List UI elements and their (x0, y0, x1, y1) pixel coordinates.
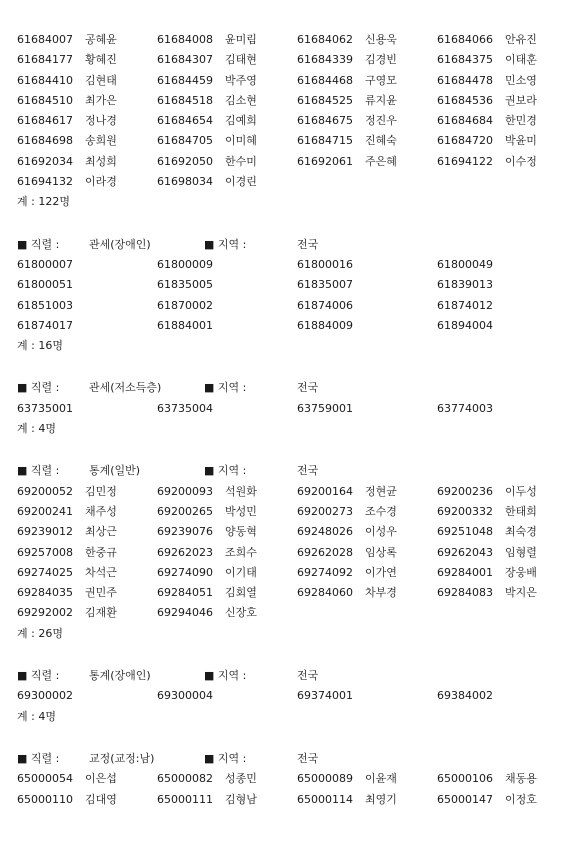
exam-number: 61684459 (157, 73, 213, 87)
list-row (17, 686, 567, 706)
exam-number: 61874006 (297, 298, 353, 312)
exam-number: 69248026 (297, 525, 353, 539)
list-item (17, 275, 85, 295)
candidate-name: 한수미 (225, 154, 257, 168)
list-item (157, 316, 225, 336)
section-gap (17, 213, 567, 235)
list-item (437, 111, 537, 131)
list-row (17, 172, 567, 192)
list-item (437, 522, 537, 542)
list-item (157, 131, 257, 151)
list-item (17, 769, 117, 789)
section-total: 계 : 16명 (17, 339, 63, 353)
candidate-name: 황혜진 (85, 53, 117, 67)
job-series-label: ■ 직렬 : (17, 381, 60, 395)
candidate-name: 채주성 (85, 504, 117, 518)
candidate-name: 윤미림 (225, 33, 257, 46)
section-total: 계 : 4명 (17, 709, 56, 723)
exam-number: 69284001 (437, 565, 493, 579)
exam-number: 65000054 (17, 772, 73, 786)
list-item (17, 482, 117, 502)
list-item (437, 543, 537, 563)
candidate-name: 구영모 (365, 73, 397, 87)
exam-number: 65000110 (17, 792, 73, 806)
list-item (297, 522, 397, 542)
exam-number: 61692034 (17, 154, 73, 168)
candidate-name: 최가은 (85, 93, 117, 107)
list-item (297, 686, 365, 706)
region-label: ■ 지역 : (204, 237, 247, 251)
list-row (17, 399, 567, 419)
list-item (297, 152, 397, 172)
section-total: 계 : 4명 (17, 422, 56, 436)
candidate-name: 신용욱 (365, 33, 397, 46)
candidate-name: 조수경 (365, 504, 397, 518)
list-item (17, 296, 85, 316)
exam-number: 69200093 (157, 484, 213, 498)
list-item (17, 91, 117, 111)
section-header (17, 461, 567, 481)
list-item (437, 255, 505, 275)
candidate-name: 차석근 (85, 565, 117, 579)
exam-number: 61684510 (17, 93, 73, 107)
list-item (17, 111, 117, 131)
exam-number: 61684654 (157, 114, 213, 128)
list-row (17, 502, 567, 522)
list-item (17, 152, 117, 172)
section-header (17, 235, 567, 255)
list-item (17, 502, 117, 522)
exam-number: 61800051 (17, 278, 73, 292)
exam-number: 61694122 (437, 154, 493, 168)
exam-number: 61870002 (157, 298, 213, 312)
list-item (157, 769, 257, 789)
exam-number: 65000089 (297, 772, 353, 786)
candidate-name: 채동용 (505, 772, 537, 786)
exam-number: 69300004 (157, 689, 213, 703)
job-series-value: 통계(장애인) (89, 669, 151, 683)
list-row (17, 482, 567, 502)
exam-number: 61692050 (157, 154, 213, 168)
candidate-name: 이윤재 (365, 772, 397, 786)
candidate-name: 정나경 (85, 114, 117, 128)
list-item (17, 316, 85, 336)
exam-number: 69274090 (157, 565, 213, 579)
job-series-value: 관세(장애인) (89, 237, 151, 251)
exam-number: 69262043 (437, 545, 493, 559)
exam-number: 65000114 (297, 792, 353, 806)
exam-number: 65000147 (437, 792, 493, 806)
candidate-name: 차부경 (365, 586, 397, 600)
candidate-name: 김태현 (225, 53, 257, 67)
exam-number: 65000111 (157, 792, 213, 806)
list-item (157, 91, 257, 111)
exam-number: 61874012 (437, 298, 493, 312)
candidate-name: 최숙경 (505, 525, 537, 539)
list-item (157, 583, 257, 603)
region-label: ■ 지역 : (204, 751, 247, 765)
candidate-name: 박성민 (225, 504, 257, 518)
candidate-name: 임상록 (365, 545, 397, 559)
list-item (157, 152, 257, 172)
candidate-name: 김예희 (225, 114, 257, 128)
exam-number: 61800016 (297, 257, 353, 271)
list-row (17, 316, 567, 336)
candidate-name: 이기태 (225, 565, 257, 579)
list-item (437, 275, 505, 295)
region-label: ■ 지역 : (204, 381, 247, 395)
list-item (437, 152, 537, 172)
candidate-name: 김민정 (85, 484, 117, 498)
exam-number: 61894004 (437, 318, 493, 332)
exam-number: 61684410 (17, 73, 73, 87)
candidate-name: 민소영 (505, 73, 537, 87)
candidate-name: 권민주 (85, 586, 117, 600)
list-item (157, 30, 257, 50)
list-item (297, 111, 397, 131)
exam-number: 61800007 (17, 257, 73, 271)
list-item (297, 30, 397, 50)
exam-number: 69274092 (297, 565, 353, 579)
candidate-name: 석원화 (225, 484, 257, 498)
list-row (17, 563, 567, 583)
job-series-label: ■ 직렬 : (17, 464, 60, 478)
exam-number: 69274025 (17, 565, 73, 579)
candidate-name: 한중규 (85, 545, 117, 559)
list-item (437, 790, 537, 810)
list-item (157, 502, 257, 522)
list-item (297, 316, 365, 336)
exam-number: 61684375 (437, 53, 493, 67)
list-item (437, 583, 537, 603)
list-item (17, 522, 117, 542)
candidate-name: 이은섭 (85, 772, 117, 786)
list-item (157, 275, 225, 295)
list-row (17, 91, 567, 111)
list-row (17, 769, 567, 789)
list-item (437, 50, 537, 70)
exam-number: 69284035 (17, 586, 73, 600)
exam-number: 61684705 (157, 134, 213, 148)
exam-number: 63735001 (17, 401, 73, 415)
exam-number: 61684518 (157, 93, 213, 107)
exam-number: 61884001 (157, 318, 213, 332)
section-gap (17, 439, 567, 461)
region-value: 전국 (297, 669, 319, 683)
list-row (17, 522, 567, 542)
candidate-name: 김회열 (225, 586, 257, 600)
list-row (17, 71, 567, 91)
list-item (157, 790, 257, 810)
exam-number: 69239076 (157, 525, 213, 539)
candidate-name: 최상근 (85, 525, 117, 539)
candidate-name: 이미혜 (225, 134, 257, 148)
section-total: 계 : 122명 (17, 195, 70, 209)
candidate-name: 정진우 (365, 114, 397, 128)
candidate-name: 김소현 (225, 93, 257, 107)
exam-number: 61684007 (17, 33, 73, 46)
candidate-name: 김재환 (85, 606, 117, 620)
exam-number: 69239012 (17, 525, 73, 539)
exam-number: 61684468 (297, 73, 353, 87)
list-item (297, 296, 365, 316)
region-value: 전국 (297, 381, 319, 395)
list-item (17, 543, 117, 563)
list-row (17, 790, 567, 810)
list-item (297, 563, 397, 583)
candidate-name: 양동혁 (225, 525, 257, 539)
list-item (17, 563, 117, 583)
candidate-name: 송희원 (85, 134, 117, 148)
list-item (17, 71, 117, 91)
list-row (17, 543, 567, 563)
exam-number: 61684536 (437, 93, 493, 107)
candidate-name: 김경빈 (365, 53, 397, 67)
list-item (17, 131, 117, 151)
exam-number: 61839013 (437, 278, 493, 292)
exam-number: 61698034 (157, 175, 213, 189)
job-series-label: ■ 직렬 : (17, 237, 60, 251)
list-item (297, 275, 365, 295)
list-item (297, 769, 397, 789)
list-item (157, 172, 257, 192)
list-item (297, 50, 397, 70)
candidate-name: 성종민 (225, 772, 257, 786)
list-item (17, 172, 117, 192)
list-item (437, 769, 537, 789)
list-item (157, 603, 257, 623)
exam-number: 61684684 (437, 114, 493, 128)
candidate-name: 장웅배 (505, 565, 537, 579)
list-item (157, 255, 225, 275)
exam-number: 61684715 (297, 134, 353, 148)
list-item (297, 583, 397, 603)
exam-number: 69374001 (297, 689, 353, 703)
candidate-name: 이정호 (505, 792, 537, 806)
list-item (17, 583, 117, 603)
candidate-name: 이라경 (85, 175, 117, 189)
list-item (157, 399, 225, 419)
candidate-name: 박주영 (225, 73, 257, 87)
list-item (437, 502, 537, 522)
candidate-name: 조희수 (225, 545, 257, 559)
list-item (437, 686, 505, 706)
job-series-value: 통계(일반) (89, 464, 141, 478)
candidate-name: 한민경 (505, 114, 537, 128)
candidate-name: 이태훈 (505, 53, 537, 67)
exam-number: 61684177 (17, 53, 73, 67)
list-item (17, 686, 85, 706)
candidate-name: 이가연 (365, 565, 397, 579)
list-row (17, 111, 567, 131)
list-item (157, 71, 257, 91)
candidate-name: 정현균 (365, 484, 397, 498)
exam-number: 61694132 (17, 175, 73, 189)
exam-number: 69284083 (437, 586, 493, 600)
list-item (17, 603, 117, 623)
list-item (297, 71, 397, 91)
list-item (437, 30, 537, 50)
list-row (17, 275, 567, 295)
exam-number: 61684720 (437, 134, 493, 148)
exam-number: 61684675 (297, 114, 353, 128)
candidate-name: 안유진 (505, 33, 537, 46)
candidate-name: 이성우 (365, 525, 397, 539)
exam-number: 61692061 (297, 154, 353, 168)
list-item (297, 91, 397, 111)
exam-number: 69200332 (437, 504, 493, 518)
exam-number: 61684066 (437, 33, 493, 46)
list-item (437, 316, 505, 336)
exam-number: 65000106 (437, 772, 493, 786)
list-item (157, 482, 257, 502)
list-item (297, 131, 397, 151)
candidate-name: 김현태 (85, 73, 117, 87)
region-label: ■ 지역 : (204, 669, 247, 683)
exam-number: 69251048 (437, 525, 493, 539)
region-label: ■ 지역 : (204, 464, 247, 478)
list-item (437, 296, 505, 316)
exam-number: 61884009 (297, 318, 353, 332)
candidate-name: 류지윤 (365, 93, 397, 107)
candidate-name: 공혜윤 (85, 33, 117, 46)
region-value: 전국 (297, 237, 319, 251)
exam-number: 69262028 (297, 545, 353, 559)
exam-number: 61684339 (297, 53, 353, 67)
job-series-label: ■ 직렬 : (17, 751, 60, 765)
list-row (17, 152, 567, 172)
candidate-name: 권보라 (505, 93, 537, 107)
list-item (17, 399, 85, 419)
exam-number: 63735004 (157, 401, 213, 415)
candidate-name: 박지은 (505, 586, 537, 600)
exam-number: 69300002 (17, 689, 73, 703)
list-item (17, 790, 117, 810)
list-item (297, 255, 365, 275)
exam-number: 63759001 (297, 401, 353, 415)
exam-number: 69284060 (297, 586, 353, 600)
document-page (17, 30, 567, 810)
exam-number: 65000082 (157, 772, 213, 786)
list-item (157, 563, 257, 583)
candidate-name: 이경린 (225, 175, 257, 189)
section-header (17, 666, 567, 686)
list-row (17, 131, 567, 151)
exam-number: 61684008 (157, 33, 213, 46)
section-header (17, 378, 567, 398)
candidate-name: 최성희 (85, 154, 117, 168)
exam-number: 69384002 (437, 689, 493, 703)
list-item (157, 296, 225, 316)
list-item (437, 71, 537, 91)
job-series-value: 관세(저소득층) (89, 381, 162, 395)
list-item (297, 502, 397, 522)
job-series-label: ■ 직렬 : (17, 669, 60, 683)
list-item (437, 399, 505, 419)
job-series-value: 교정(교정:남) (89, 751, 155, 765)
list-item (437, 563, 537, 583)
list-item (17, 30, 117, 50)
list-item (437, 482, 537, 502)
list-item (157, 50, 257, 70)
region-value: 전국 (297, 751, 319, 765)
list-row (17, 583, 567, 603)
list-row (17, 50, 567, 70)
exam-number: 61835005 (157, 278, 213, 292)
section-header (17, 749, 567, 769)
list-item (297, 482, 397, 502)
exam-number: 69200236 (437, 484, 493, 498)
exam-number: 61684617 (17, 114, 73, 128)
section-total: 계 : 26명 (17, 626, 63, 640)
exam-number: 69200052 (17, 484, 73, 498)
exam-number: 61874017 (17, 318, 73, 332)
exam-number: 61800049 (437, 257, 493, 271)
exam-number: 69200273 (297, 504, 353, 518)
exam-number: 69294046 (157, 606, 213, 620)
candidate-name: 이수정 (505, 154, 537, 168)
section-gap (17, 727, 567, 749)
candidate-name: 김대영 (85, 792, 117, 806)
exam-number: 61684698 (17, 134, 73, 148)
region-value: 전국 (297, 464, 319, 478)
candidate-name: 한태희 (505, 504, 537, 518)
exam-number: 61684062 (297, 33, 353, 46)
exam-number: 69262023 (157, 545, 213, 559)
list-row (17, 603, 567, 623)
candidate-name: 진혜숙 (365, 134, 397, 148)
candidate-name: 주은혜 (365, 154, 397, 168)
candidate-name: 신장호 (225, 606, 257, 620)
exam-number: 69257008 (17, 545, 73, 559)
list-item (17, 50, 117, 70)
exam-number: 69200241 (17, 504, 73, 518)
list-item (17, 255, 85, 275)
section-gap (17, 356, 567, 378)
exam-number: 61684307 (157, 53, 213, 67)
exam-number: 61851003 (17, 298, 73, 312)
list-item (297, 543, 397, 563)
candidate-name: 김형남 (225, 792, 257, 806)
list-row (17, 30, 567, 50)
list-item (297, 399, 365, 419)
exam-number: 61684525 (297, 93, 353, 107)
exam-number: 69200265 (157, 504, 213, 518)
candidate-name: 임형렬 (505, 545, 537, 559)
list-item (437, 131, 537, 151)
list-item (157, 686, 225, 706)
exam-number: 69200164 (297, 484, 353, 498)
list-item (157, 522, 257, 542)
exam-number: 63774003 (437, 401, 493, 415)
exam-number: 61684478 (437, 73, 493, 87)
list-item (297, 790, 397, 810)
exam-number: 61800009 (157, 257, 213, 271)
exam-number: 61835007 (297, 278, 353, 292)
list-item (157, 111, 257, 131)
candidate-name: 최영기 (365, 792, 397, 806)
exam-number: 69284051 (157, 586, 213, 600)
candidate-name: 이두성 (505, 484, 537, 498)
section-gap (17, 644, 567, 666)
candidate-name: 박윤미 (505, 134, 537, 148)
list-item (157, 543, 257, 563)
list-row (17, 255, 567, 275)
list-item (437, 91, 537, 111)
exam-number: 69292002 (17, 606, 73, 620)
list-row (17, 296, 567, 316)
